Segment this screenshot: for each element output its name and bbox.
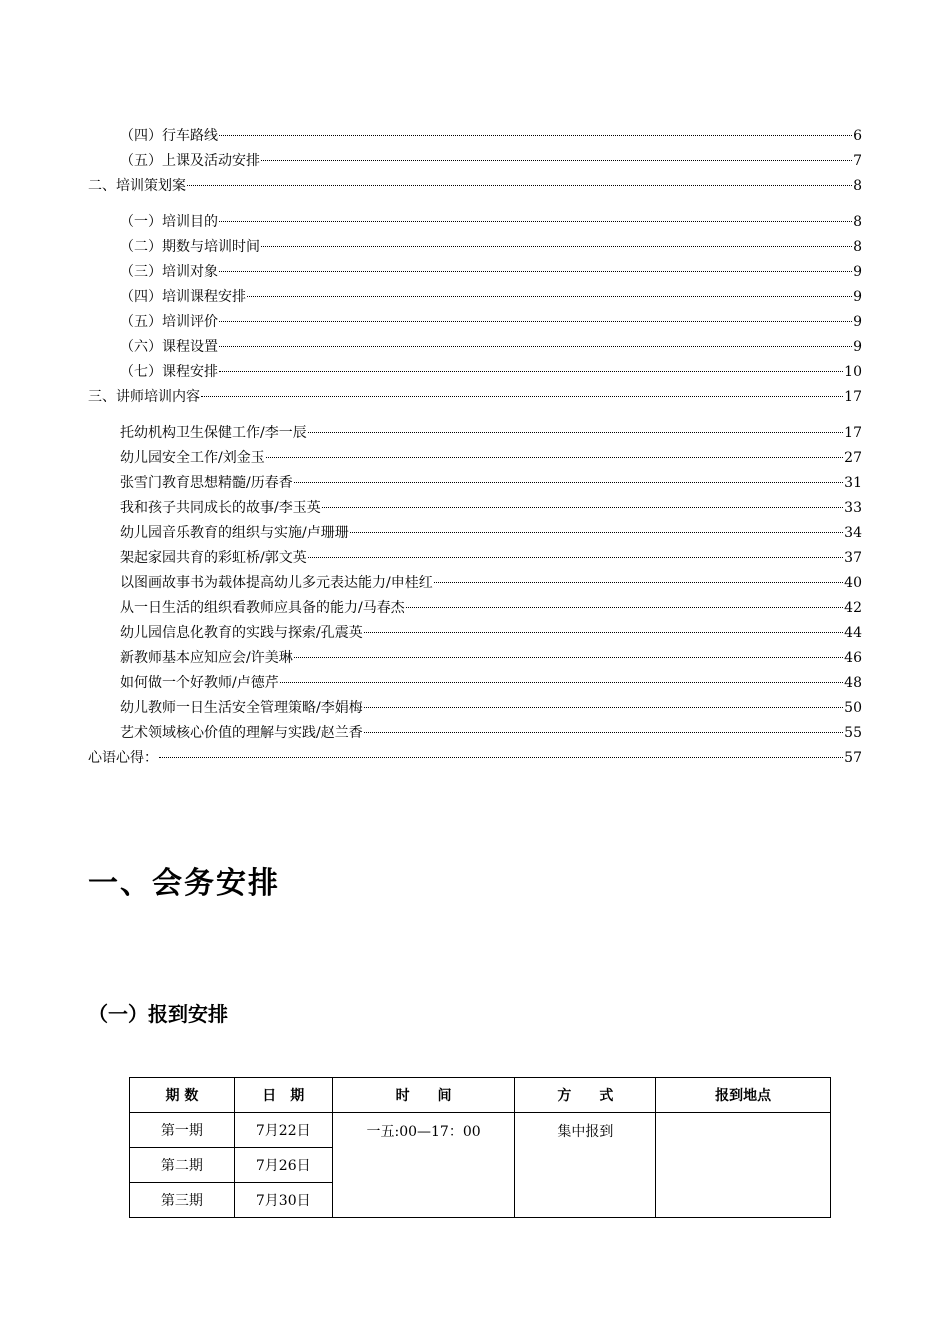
toc-entry-page: 8 xyxy=(853,178,862,194)
toc-entry[interactable] xyxy=(88,696,862,721)
toc-entry-page: 6 xyxy=(853,128,862,144)
toc-entry-page: 17 xyxy=(844,425,862,441)
toc-entry-page: 9 xyxy=(853,289,862,305)
toc-entry-label: 从一日生活的组织看教师应具备的能力/马春杰 xyxy=(120,600,405,616)
toc-entry-page: 17 xyxy=(844,389,862,405)
toc-entry-label: （四）行车路线 xyxy=(120,128,218,144)
toc-dot-leader xyxy=(308,557,843,558)
toc-dot-leader xyxy=(219,271,852,272)
toc-entry-page: 9 xyxy=(853,314,862,330)
toc-dot-leader xyxy=(350,532,843,533)
toc-entry[interactable] xyxy=(88,521,862,546)
registration-table xyxy=(129,1077,831,1218)
toc-entry-label: 艺术领域核心价值的理解与实践/赵兰香 xyxy=(120,725,363,741)
toc-entry[interactable] xyxy=(88,335,862,360)
toc-dot-leader xyxy=(219,346,852,347)
time-cell: 一五:00—17：00 xyxy=(332,1113,515,1218)
toc-entry-page: 9 xyxy=(853,339,862,355)
toc-entry-page: 8 xyxy=(853,239,862,255)
toc-dot-leader xyxy=(219,135,852,136)
toc-entry-label: 架起家园共育的彩虹桥/郭文英 xyxy=(120,550,307,566)
toc-dot-leader xyxy=(261,246,852,247)
toc-entry[interactable] xyxy=(88,571,862,596)
toc-dot-leader xyxy=(201,396,843,397)
toc-entry-page: 48 xyxy=(844,675,862,691)
period-cell: 第二期 xyxy=(130,1148,235,1183)
toc-entry[interactable] xyxy=(88,210,862,235)
period-cell: 第一期 xyxy=(130,1113,235,1148)
toc-entry-page: 57 xyxy=(844,750,862,766)
toc-entry-label: 托幼机构卫生保健工作/李一辰 xyxy=(120,425,307,441)
toc-entry-label: 三、讲师培训内容 xyxy=(88,389,200,405)
toc-entry[interactable] xyxy=(88,174,862,199)
toc-entry[interactable] xyxy=(88,746,862,771)
toc-entry-label: （七）课程安排 xyxy=(120,364,218,380)
toc-entry-label: （五）培训评价 xyxy=(120,314,218,330)
toc-entry[interactable] xyxy=(88,471,862,496)
toc-entry-label: （六）课程设置 xyxy=(120,339,218,355)
toc-entry-page: 33 xyxy=(844,500,862,516)
toc-entry-page: 55 xyxy=(844,725,862,741)
toc-entry[interactable] xyxy=(88,546,862,571)
toc-entry-page: 27 xyxy=(844,450,862,466)
toc-entry-label: 二、培训策划案 xyxy=(88,178,186,194)
toc-entry-label: （三）培训对象 xyxy=(120,264,218,280)
toc-entry-page: 46 xyxy=(844,650,862,666)
toc-entry-label: 心语心得： xyxy=(88,750,158,766)
toc-dot-leader xyxy=(294,482,843,483)
toc-dot-leader xyxy=(159,757,843,758)
toc-entry-label: （四）培训课程安排 xyxy=(120,289,246,305)
toc-dot-leader xyxy=(322,507,843,508)
toc-entry-label: 幼儿教师一日生活安全管理策略/李娟梅 xyxy=(120,700,363,716)
toc-entry-page: 31 xyxy=(844,475,862,491)
date-cell: 7月30日 xyxy=(234,1183,332,1218)
date-cell: 7月22日 xyxy=(234,1113,332,1148)
toc-dot-leader xyxy=(294,657,843,658)
toc-dot-leader xyxy=(434,582,843,583)
toc-entry-label: （一）培训目的 xyxy=(120,214,218,230)
header-method: 方 式 xyxy=(515,1078,656,1113)
toc-dot-leader xyxy=(406,607,843,608)
toc-entry[interactable] xyxy=(88,149,862,174)
toc-dot-leader xyxy=(266,457,843,458)
toc-entry-page: 42 xyxy=(844,600,862,616)
toc-dot-leader xyxy=(308,432,843,433)
toc-entry-page: 8 xyxy=(853,214,862,230)
table-row xyxy=(130,1113,831,1148)
toc-entry-page: 37 xyxy=(844,550,862,566)
toc-entry[interactable] xyxy=(88,596,862,621)
toc-entry[interactable] xyxy=(88,285,862,310)
toc-dot-leader xyxy=(219,371,843,372)
header-date: 日 期 xyxy=(234,1078,332,1113)
toc-dot-leader xyxy=(280,682,843,683)
toc-dot-leader xyxy=(187,185,852,186)
method-cell: 集中报到 xyxy=(515,1113,656,1218)
toc-entry[interactable] xyxy=(88,385,862,410)
date-cell: 7月26日 xyxy=(234,1148,332,1183)
toc-entry-page: 9 xyxy=(853,264,862,280)
toc-entry-label: 幼儿园信息化教育的实践与探索/孔震英 xyxy=(120,625,363,641)
toc-entry-label: 以图画故事书为载体提高幼儿多元表达能力/申桂红 xyxy=(120,575,433,591)
period-cell: 第三期 xyxy=(130,1183,235,1218)
toc-dot-leader xyxy=(364,732,843,733)
toc-entry[interactable] xyxy=(88,421,862,446)
toc-dot-leader xyxy=(247,296,852,297)
toc-dot-leader xyxy=(219,221,852,222)
toc-entry-page: 50 xyxy=(844,700,862,716)
toc-entry[interactable] xyxy=(88,646,862,671)
section-heading: 一、会务安排 xyxy=(88,866,280,901)
toc-entry[interactable] xyxy=(88,496,862,521)
toc-entry[interactable] xyxy=(88,124,862,149)
toc-entry[interactable] xyxy=(88,260,862,285)
toc-entry-page: 44 xyxy=(844,625,862,641)
toc-entry-page: 40 xyxy=(844,575,862,591)
toc-entry[interactable] xyxy=(88,310,862,335)
toc-entry[interactable] xyxy=(88,721,862,746)
toc-dot-leader xyxy=(364,632,843,633)
header-time: 时 间 xyxy=(332,1078,515,1113)
toc-entry-label: 幼儿园音乐教育的组织与实施/卢珊珊 xyxy=(120,525,349,541)
toc-entry[interactable] xyxy=(88,360,862,385)
toc-dot-leader xyxy=(364,707,843,708)
toc-entry[interactable] xyxy=(88,671,862,696)
toc-dot-leader xyxy=(219,321,852,322)
toc-entry-label: （五）上课及活动安排 xyxy=(120,153,260,169)
toc-entry-page: 34 xyxy=(844,525,862,541)
toc-entry-page: 7 xyxy=(853,153,862,169)
table-of-contents xyxy=(88,124,862,771)
toc-entry-label: 新教师基本应知应会/许美琳 xyxy=(120,650,293,666)
toc-entry-label: （二）期数与培训时间 xyxy=(120,239,260,255)
table-header-row xyxy=(130,1078,831,1113)
subsection-heading: （一）报到安排 xyxy=(88,1002,228,1026)
toc-entry[interactable] xyxy=(88,621,862,646)
toc-entry-label: 如何做一个好教师/卢德芹 xyxy=(120,675,279,691)
toc-entry[interactable] xyxy=(88,446,862,471)
toc-entry-label: 幼儿园安全工作/刘金玉 xyxy=(120,450,265,466)
toc-entry-label: 我和孩子共同成长的故事/李玉英 xyxy=(120,500,321,516)
location-cell xyxy=(656,1113,831,1218)
toc-entry[interactable] xyxy=(88,235,862,260)
toc-entry-page: 10 xyxy=(844,364,862,380)
header-period: 期 数 xyxy=(130,1078,235,1113)
toc-entry-label: 张雪门教育思想精髓/历春香 xyxy=(120,475,293,491)
toc-dot-leader xyxy=(261,160,852,161)
header-location: 报到地点 xyxy=(656,1078,831,1113)
